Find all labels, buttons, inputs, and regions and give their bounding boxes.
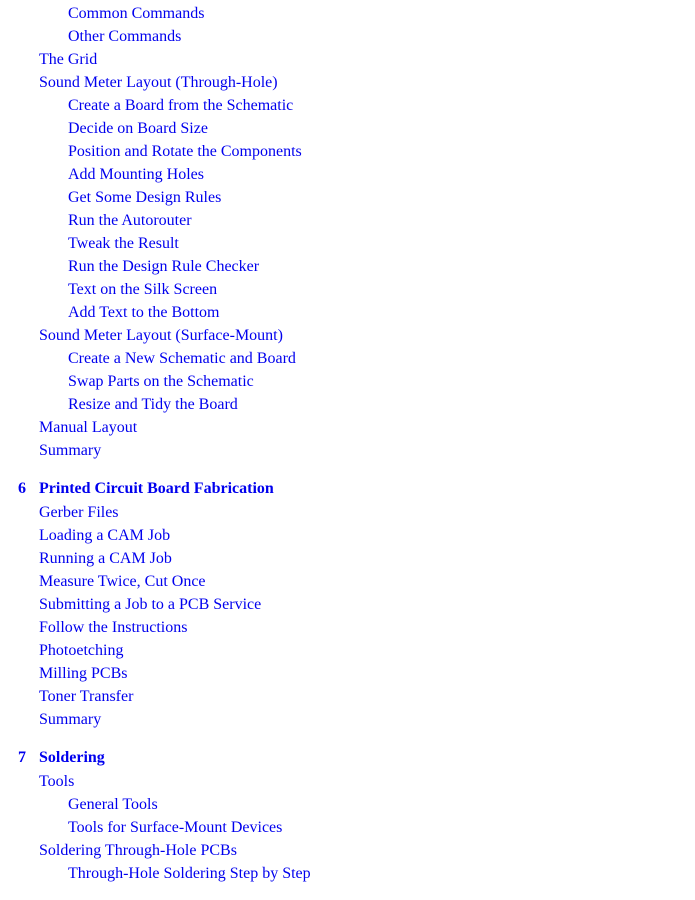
toc-subsection-link[interactable]: Resize and Tidy the Board [68,396,238,413]
toc-subsection-link[interactable]: Add Mounting Holes [68,166,204,183]
toc-section-link[interactable]: Soldering Through-Hole PCBs [39,842,237,859]
toc-subsection-link[interactable]: Tools for Surface-Mount Devices [68,819,283,836]
chapter-title-link[interactable]: Soldering [39,749,105,766]
toc-section-link[interactable]: Submitting a Job to a PCB Service [39,596,262,613]
toc-subsection-link[interactable]: Other Commands [68,28,182,45]
toc-subsection-link[interactable]: Create a Board from the Schematic [68,97,294,114]
toc-section-link[interactable]: Sound Meter Layout (Surface-Mount) [39,327,283,344]
toc-subsection-link[interactable]: Swap Parts on the Schematic [68,373,254,390]
chapter-number: 6 [18,480,26,497]
toc-section-link[interactable]: Sound Meter Layout (Through-Hole) [39,74,278,91]
toc-section-link[interactable]: Measure Twice, Cut Once [39,573,206,590]
toc-subsection-link[interactable]: Tweak the Result [68,235,179,252]
chapter-title-link[interactable]: Printed Circuit Board Fabrication [39,480,274,497]
toc-subsection-link[interactable]: Run the Autorouter [68,212,192,229]
toc-subsection-link[interactable]: Add Text to the Bottom [68,304,220,321]
toc-subsection-link[interactable]: Create a New Schematic and Board [68,350,296,367]
toc-section-link[interactable]: Running a CAM Job [39,550,172,567]
toc-section-link[interactable]: Loading a CAM Job [39,527,171,544]
chapter-number: 7 [18,749,26,766]
toc-subsection-link[interactable]: Decide on Board Size [68,120,208,137]
toc-section-link[interactable]: Manual Layout [39,419,138,436]
toc-section-link[interactable]: Photoetching [39,642,124,659]
toc-section-link[interactable]: Milling PCBs [39,665,128,682]
toc-section-link[interactable]: Follow the Instructions [39,619,188,636]
toc-subsection-link[interactable]: Common Commands [68,5,205,22]
toc-subsection-link[interactable]: Through-Hole Soldering Step by Step [68,865,311,882]
toc-subsection-link[interactable]: Position and Rotate the Components [68,143,302,160]
toc-subsection-link[interactable]: Run the Design Rule Checker [68,258,260,275]
toc-subsection-link[interactable]: General Tools [68,796,158,813]
toc-section-link[interactable]: Tools [39,773,75,790]
toc-section-link[interactable]: The Grid [39,51,98,68]
toc-subsection-link[interactable]: Get Some Design Rules [68,189,222,206]
toc-subsection-link[interactable]: Text on the Silk Screen [68,281,218,298]
toc-section-link[interactable]: Summary [39,711,102,728]
toc-section-link[interactable]: Toner Transfer [39,688,134,705]
toc-section-link[interactable]: Gerber Files [39,504,119,521]
toc-section-link[interactable]: Summary [39,442,102,459]
